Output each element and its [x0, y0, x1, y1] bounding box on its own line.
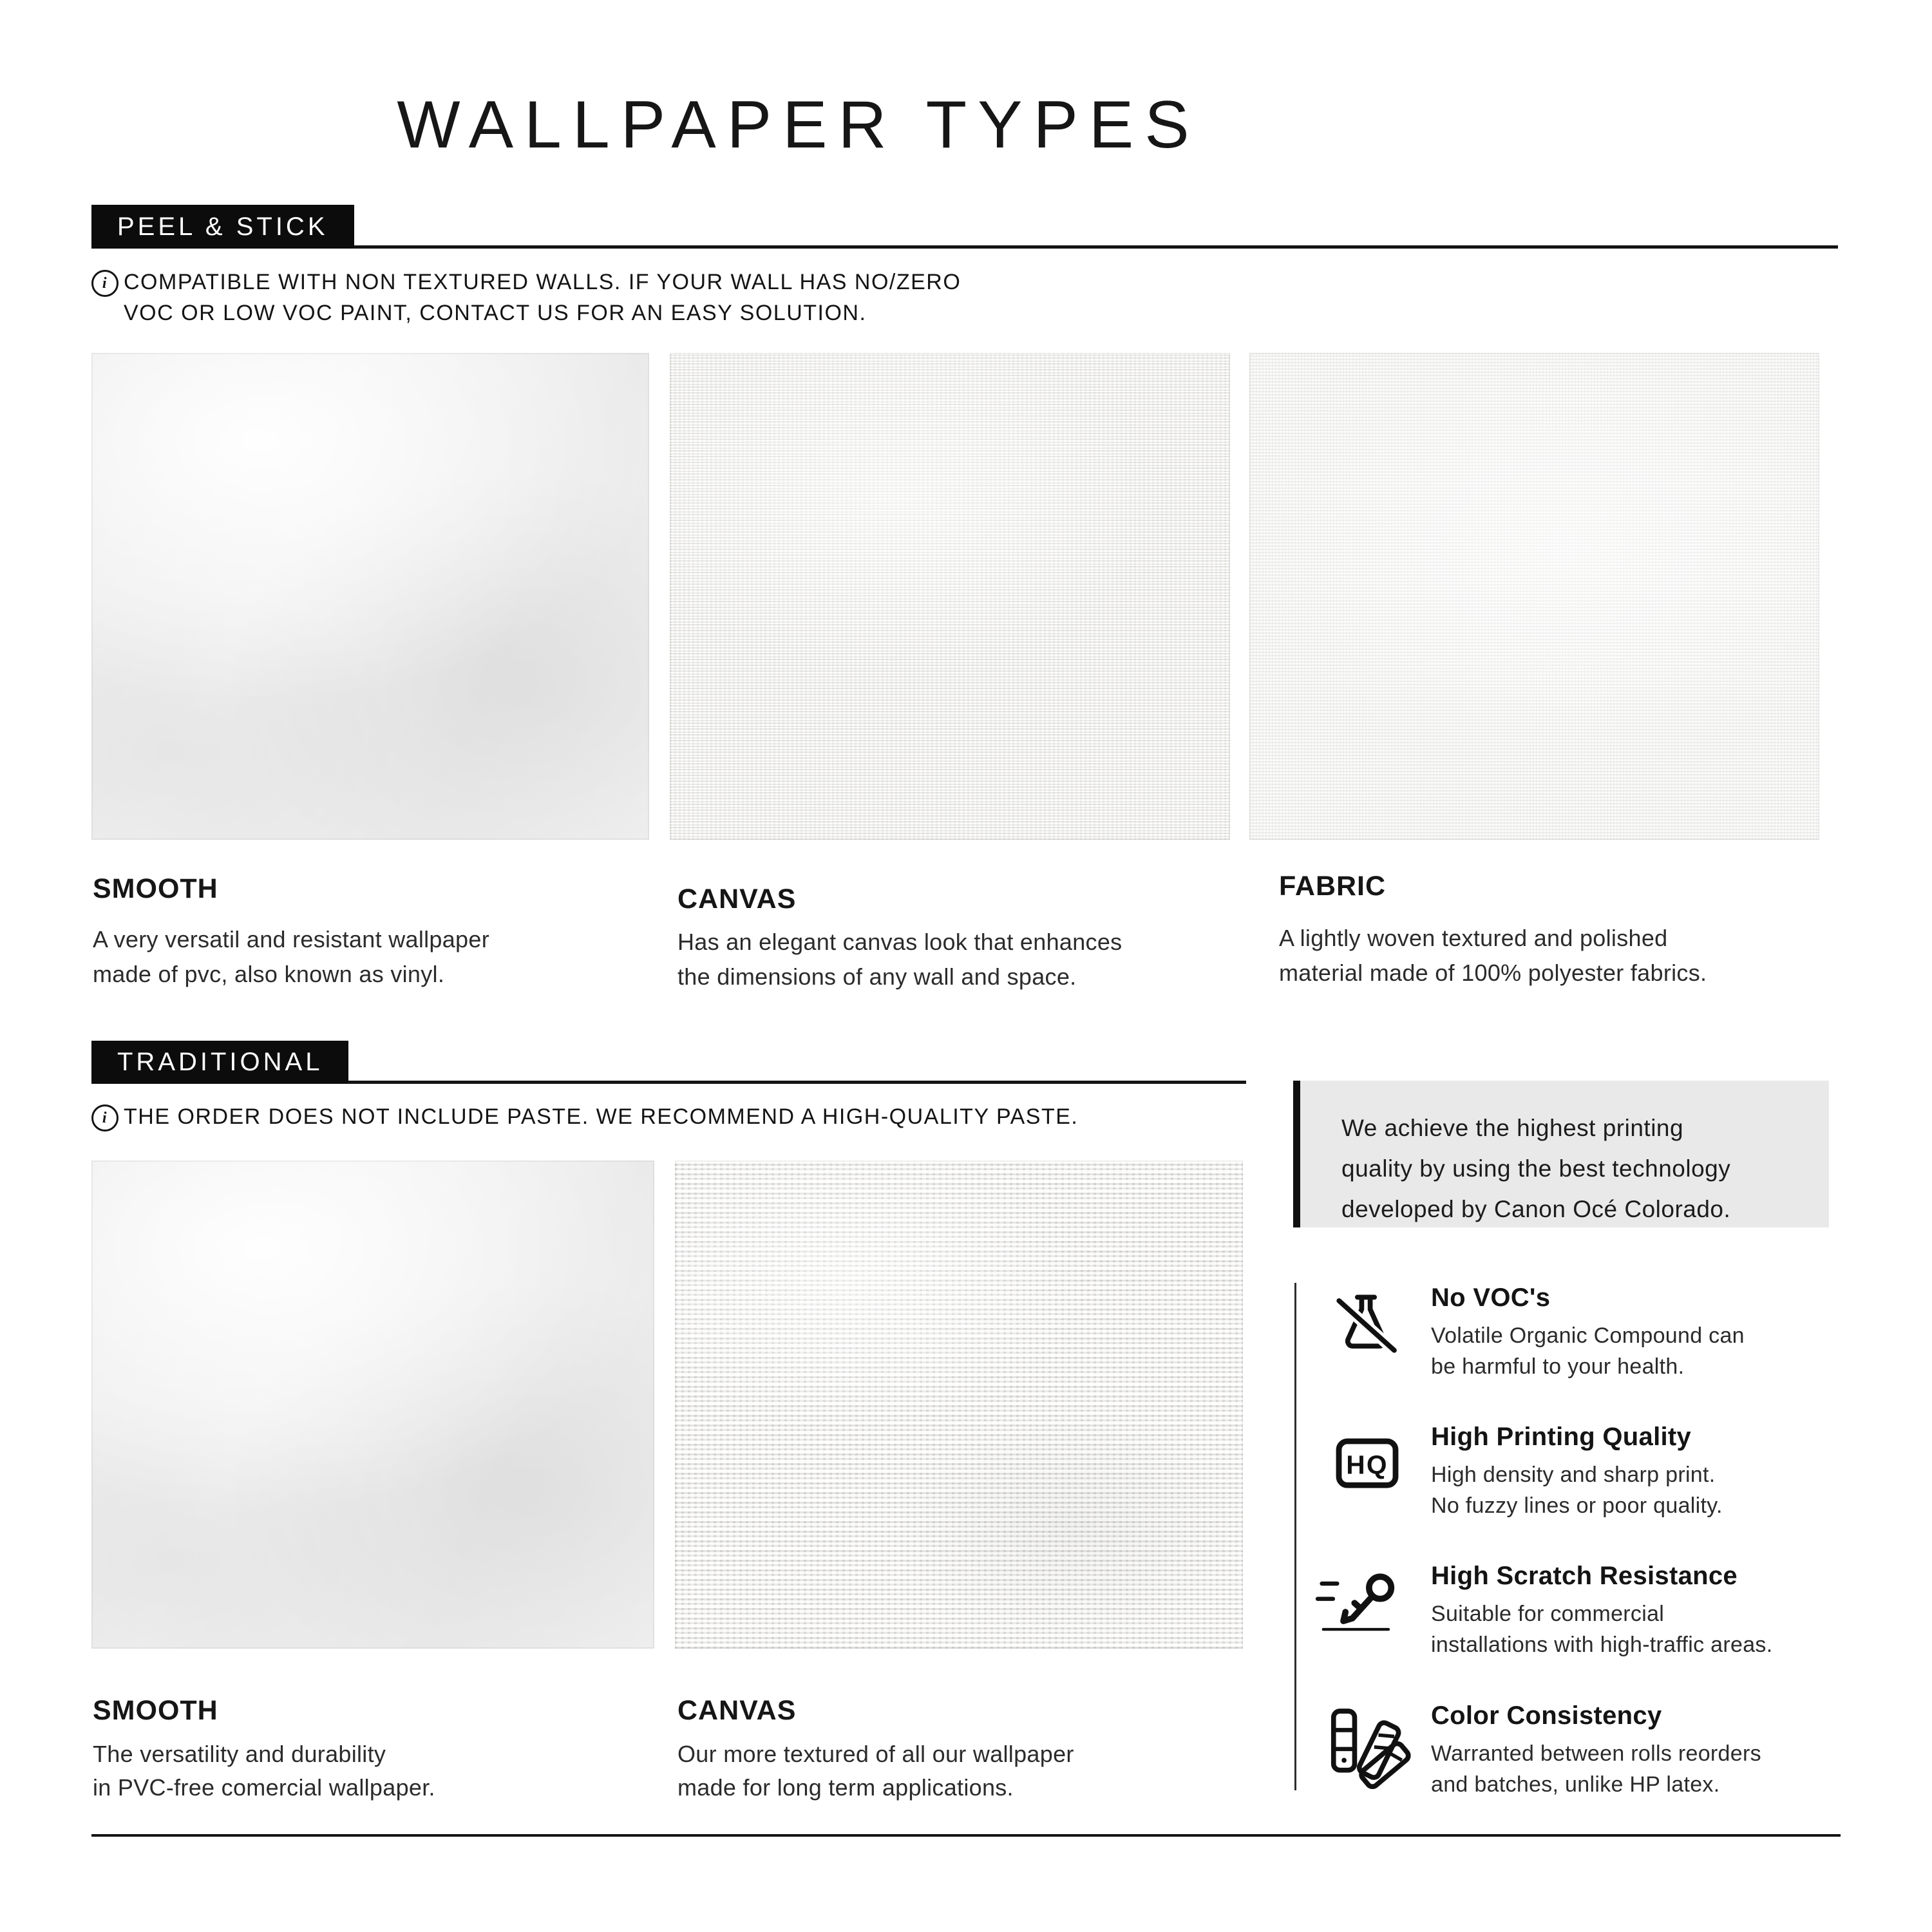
feature-desc [1431, 1598, 1882, 1660]
type-desc-smooth-traditional [93, 1738, 659, 1804]
desc-line: Suitable for commercial [1431, 1602, 1665, 1626]
features-divider-line [1294, 1283, 1296, 1790]
desc-line: made of pvc, also known as vinyl. [93, 961, 445, 987]
type-desc-canvas-traditional [677, 1738, 1257, 1804]
highlight-line: quality by using the best technology [1341, 1155, 1731, 1182]
scratch-key-icon [1316, 1566, 1406, 1637]
type-name-smooth: SMOOTH [93, 873, 218, 904]
type-name-smooth-traditional: SMOOTH [93, 1695, 218, 1726]
hq-icon-label: HQ [1346, 1450, 1388, 1480]
desc-line: made for long term applications. [677, 1774, 1014, 1801]
bottom-rule [91, 1834, 1841, 1837]
hq-badge-icon [1332, 1427, 1403, 1498]
highlight-box [1300, 1081, 1829, 1227]
color-swatches-icon [1328, 1707, 1405, 1777]
info-icon: i [91, 270, 118, 297]
section-badge-peel-stick [91, 205, 354, 249]
section-badge-traditional [91, 1041, 348, 1083]
section-badge-label: TRADITIONAL [117, 1047, 323, 1076]
desc-line: the dimensions of any wall and space. [677, 963, 1077, 990]
note-line: COMPATIBLE WITH NON TEXTURED WALLS. IF YOUR WALL HAS NO/ZERO [124, 270, 961, 294]
feature-desc [1431, 1738, 1882, 1800]
highlight-accent-bar [1293, 1081, 1300, 1227]
desc-line: Our more textured of all our wallpaper [677, 1741, 1074, 1767]
type-desc-fabric [1279, 921, 1859, 990]
traditional-note [102, 1101, 1079, 1132]
desc-line: Warranted between rolls reorders [1431, 1741, 1761, 1766]
feature-title: High Printing Quality [1431, 1423, 1692, 1451]
desc-line: and batches, unlike HP latex. [1431, 1772, 1720, 1797]
type-name-canvas-traditional: CANVAS [677, 1695, 797, 1726]
type-desc-smooth [93, 922, 659, 992]
highlight-line: We achieve the highest printing [1341, 1115, 1684, 1141]
smooth-texture-sample-traditional [91, 1160, 654, 1649]
feature-desc [1431, 1320, 1869, 1382]
desc-line: A lightly woven textured and polished [1279, 925, 1668, 951]
desc-line: A very versatil and resistant wallpaper [93, 926, 489, 952]
desc-line: The versatility and durability [93, 1741, 386, 1767]
canvas-texture-sample-peel-stick [670, 353, 1230, 840]
note-line: VOC OR LOW VOC PAINT, CONTACT US FOR AN EASY SOLUTION. [124, 301, 867, 325]
desc-line: material made of 100% polyester fabrics. [1279, 960, 1707, 986]
type-name-canvas: CANVAS [677, 884, 797, 914]
fabric-texture-sample-peel-stick [1249, 353, 1819, 840]
feature-title: High Scratch Resistance [1431, 1562, 1738, 1590]
section-badge-label: PEEL & STICK [117, 212, 328, 241]
desc-line: Volatile Organic Compound can [1431, 1323, 1745, 1348]
type-name-fabric: FABRIC [1279, 871, 1387, 902]
info-icon: i [91, 1104, 118, 1132]
desc-line: Has an elegant canvas look that enhances [677, 929, 1122, 955]
highlight-text [1341, 1108, 1730, 1229]
desc-line: High density and sharp print. [1431, 1463, 1716, 1487]
desc-line: in PVC-free comercial wallpaper. [93, 1774, 435, 1801]
type-desc-canvas [677, 925, 1257, 994]
smooth-texture-sample-peel-stick [91, 353, 649, 840]
highlight-line: developed by Canon Océ Colorado. [1341, 1196, 1731, 1222]
no-voc-flask-icon [1331, 1288, 1401, 1359]
desc-line: installations with high-traffic areas. [1431, 1633, 1773, 1657]
desc-line: be harmful to your health. [1431, 1354, 1685, 1379]
canvas-texture-sample-traditional [675, 1160, 1243, 1649]
peel-stick-note [102, 267, 961, 328]
feature-title: Color Consistency [1431, 1701, 1662, 1730]
feature-desc [1431, 1459, 1869, 1521]
page-title: WALLPAPER TYPES [397, 88, 1200, 162]
desc-line: No fuzzy lines or poor quality. [1431, 1493, 1723, 1518]
feature-title: No VOC's [1431, 1283, 1551, 1312]
note-line: THE ORDER DOES NOT INCLUDE PASTE. WE RECOMMEND A HIGH-QUALITY PASTE. [124, 1104, 1079, 1129]
